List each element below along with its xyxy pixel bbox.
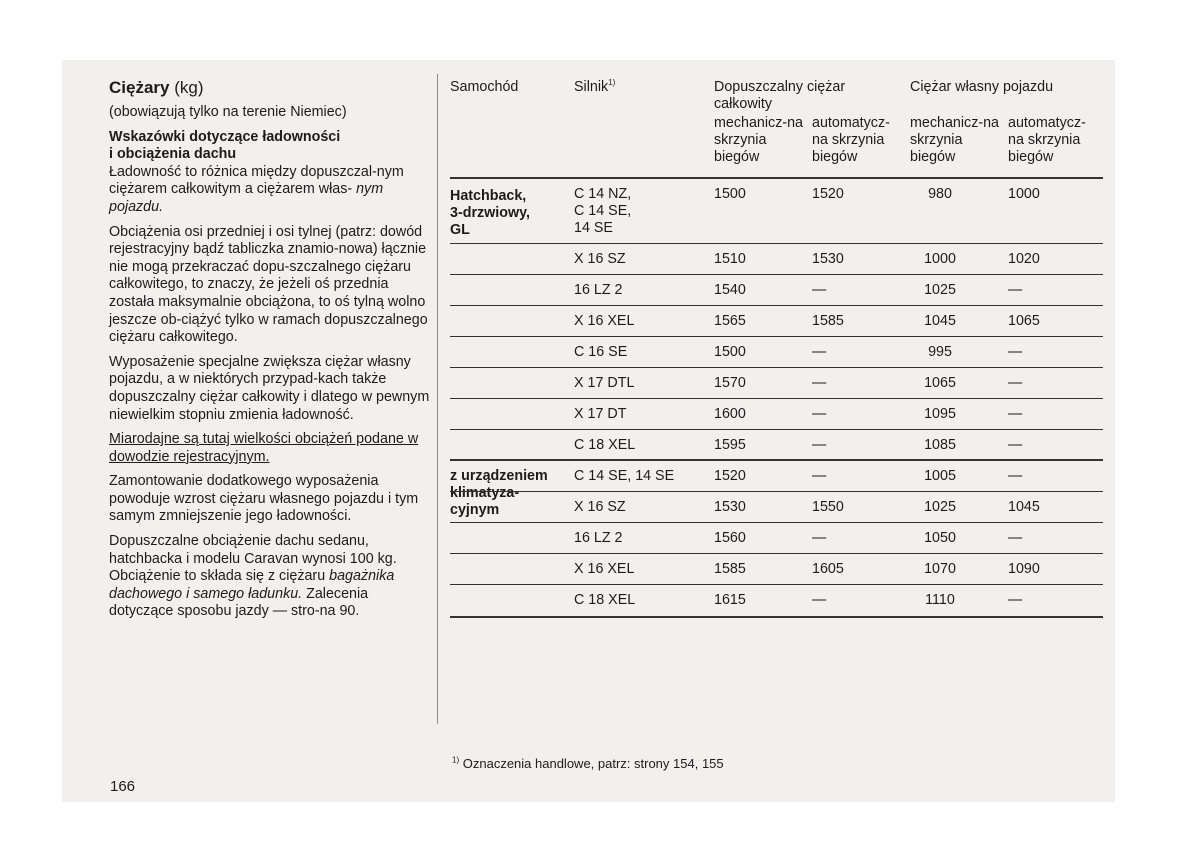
cell-engine: C 18 XEL	[574, 592, 636, 608]
cell-curb-automatic: —	[1008, 468, 1023, 484]
table-header	[450, 75, 1103, 173]
cell-gross-manual: 1510	[714, 251, 746, 267]
cell-curb-automatic: 1000	[1008, 186, 1040, 202]
cell-curb-manual: 1065	[924, 375, 956, 391]
table-row	[450, 244, 1103, 275]
group-hatchback	[450, 179, 1103, 461]
cell-gross-automatic: 1520	[812, 186, 844, 202]
table-row	[450, 179, 1103, 244]
cell-gross-manual: 1500	[714, 186, 746, 202]
cell-engine: C 14 SE, 14 SE	[574, 468, 675, 484]
cell-curb-manual: 995	[928, 344, 952, 360]
header-engine-footnote: 1)	[608, 78, 616, 88]
weights-table	[450, 75, 1103, 618]
header-curb-weight: Ciężar własny pojazdu	[910, 79, 1054, 95]
cell-engine: 16 LZ 2	[574, 282, 623, 298]
header-gross-automatic: automatycz-na skrzynia biegów	[812, 115, 890, 165]
table-row	[450, 368, 1103, 399]
section-title	[109, 78, 431, 98]
header-engine-text: Silnik	[574, 79, 609, 95]
table-row	[450, 337, 1103, 368]
cell-engine: C 16 SE	[574, 344, 628, 360]
roof-load-italic: bagażnika dachowego i samego ładunku.	[109, 568, 395, 602]
paragraph-additional-equipment: Zamontowanie dodatkowego wyposażenia powoduje wzrost ciężaru własnego pojazdu i tym samym zmniejszenie jego ładowności.	[109, 473, 419, 525]
cell-gross-automatic: —	[812, 375, 827, 391]
cell-curb-manual: 1000	[924, 251, 956, 267]
cell-curb-automatic: —	[1008, 592, 1023, 608]
header-gross-weight: Dopuszczalny ciężar całkowity	[714, 79, 846, 112]
cell-engine: X 17 DTL	[574, 375, 635, 391]
cell-curb-manual: 1095	[924, 406, 956, 422]
page-number: 166	[110, 778, 136, 795]
cell-gross-automatic: —	[812, 468, 827, 484]
cell-engine: 16 LZ 2	[574, 530, 623, 546]
footnote-marker: 1)	[452, 755, 460, 765]
cell-curb-manual: 1050	[924, 530, 956, 546]
cell-gross-manual: 1560	[714, 530, 746, 546]
cell-gross-automatic: 1530	[812, 251, 844, 267]
group-label-air-conditioning: z urządzeniem klimatyza- cyjnym	[450, 468, 548, 518]
paragraph-special-equipment: Wyposażenie specjalne zwiększa ciężar własny pojazdu, a w niektórych przypad-kach także dopuszczalny ciężar całkowity i dlatego w pewnym niewielkim stopniu zmienia ładowność.	[109, 353, 430, 423]
cell-gross-manual: 1540	[714, 282, 746, 298]
table-row	[450, 554, 1103, 585]
cell-curb-manual: 1070	[924, 561, 956, 577]
paragraph-payload-text: Ładowność to różnica między dopuszczal-nym ciężarem całkowitym a ciężarem włas-	[109, 163, 404, 198]
cell-gross-automatic: —	[812, 344, 827, 360]
cell-curb-manual: 1025	[924, 499, 956, 515]
cell-curb-automatic: 1020	[1008, 251, 1040, 267]
cell-gross-manual: 1615	[714, 592, 746, 608]
table-row	[450, 399, 1103, 430]
header-curb-automatic: automatycz-na skrzynia biegów	[1008, 115, 1086, 165]
cell-gross-manual: 1570	[714, 375, 746, 391]
cell-gross-manual: 1600	[714, 406, 746, 422]
cell-curb-manual: 1005	[924, 468, 956, 484]
title-unit: (kg)	[174, 78, 204, 97]
cell-curb-automatic: 1090	[1008, 561, 1040, 577]
table-row	[450, 461, 1103, 492]
cell-gross-automatic: 1550	[812, 499, 844, 515]
title-text: Ciężary	[109, 78, 170, 97]
table-row	[450, 492, 1103, 523]
cell-gross-manual: 1595	[714, 437, 746, 453]
cell-curb-manual: 1025	[924, 282, 956, 298]
table-row	[450, 306, 1103, 337]
validity-note: (obowiązują tylko na terenie Niemiec)	[109, 104, 347, 120]
cell-curb-automatic: —	[1008, 375, 1023, 391]
cell-curb-automatic: —	[1008, 406, 1023, 422]
left-column	[109, 78, 431, 628]
cell-engine: X 16 SZ	[574, 499, 626, 515]
cell-engine: C 14 NZ, C 14 SE, 14 SE	[574, 186, 632, 236]
header-engine	[574, 79, 615, 96]
cell-curb-manual: 1085	[924, 437, 956, 453]
column-divider	[437, 74, 438, 724]
header-car: Samochód	[450, 79, 519, 95]
cell-gross-automatic: —	[812, 530, 827, 546]
cell-gross-automatic: —	[812, 282, 827, 298]
cell-gross-manual: 1565	[714, 313, 746, 329]
cell-curb-automatic: 1045	[1008, 499, 1040, 515]
cell-curb-manual: 1045	[924, 313, 956, 329]
cell-curb-automatic: —	[1008, 344, 1023, 360]
header-gross-manual: mechanicz-na skrzynia biegów	[714, 115, 803, 165]
cell-gross-automatic: —	[812, 406, 827, 422]
paragraph-roof-load	[109, 533, 431, 621]
cell-gross-manual: 1530	[714, 499, 746, 515]
paragraph-payload-italic: nym pojazdu.	[109, 181, 384, 215]
cell-gross-automatic: 1605	[812, 561, 844, 577]
paragraph-axle-loads: Obciążenia osi przedniej i osi tylnej (patrz: dowód rejestracyjny bądź tabliczka znamio-nowa) łącznie nie mogą przekraczać dopu-szczalnego ciężaru całkowitego, to znaczy, że jeżeli oś przednia została maksymalnie obciążona, to oś tylną wolno jeszcze ob-ciążyć tylko w ramach dopuszczalnego ciężaru całkowitego.	[109, 223, 428, 346]
table-row	[450, 275, 1103, 306]
cell-gross-automatic: —	[812, 437, 827, 453]
paragraph-payload	[109, 164, 431, 217]
cell-engine: C 18 XEL	[574, 437, 636, 453]
cell-gross-manual: 1500	[714, 344, 746, 360]
footnote-text: Oznaczenia handlowe, patrz: strony 154, 155	[462, 756, 724, 771]
cell-curb-manual: 1110	[925, 592, 955, 608]
cell-engine: X 16 XEL	[574, 313, 635, 329]
table-row	[450, 430, 1103, 461]
cell-curb-manual: 980	[928, 186, 952, 202]
cell-gross-manual: 1520	[714, 468, 746, 484]
cell-curb-automatic: —	[1008, 530, 1023, 546]
cell-curb-automatic: 1065	[1008, 313, 1040, 329]
cell-gross-manual: 1585	[714, 561, 746, 577]
cell-curb-automatic: —	[1008, 437, 1023, 453]
cell-curb-automatic: —	[1008, 282, 1023, 298]
cell-engine: X 16 XEL	[574, 561, 635, 577]
table-row	[450, 523, 1103, 554]
cell-engine: X 17 DT	[574, 406, 627, 422]
cell-gross-automatic: —	[812, 592, 827, 608]
header-curb-manual: mechanicz-na skrzynia biegów	[910, 115, 999, 165]
roof-load-text: Dopuszczalne obciążenie dachu sedanu, hatchbacka i modelu Caravan wynosi 100 kg. Obciążenie to składa się z ciężaru	[109, 533, 397, 585]
cell-gross-automatic: 1585	[812, 313, 844, 329]
footnote	[452, 756, 724, 771]
table-row	[450, 585, 1103, 618]
group-label-hatchback: Hatchback, 3-drzwiowy, GL	[450, 188, 530, 238]
paragraph-registration: Miarodajne są tutaj wielkości obciążeń podane w dowodzie rejestracyjnym.	[109, 431, 419, 465]
roof-load-recommendation: Zalecenia dotyczące sposobu jazdy — stro-na 90.	[109, 585, 369, 620]
cell-engine: X 16 SZ	[574, 251, 626, 267]
subheading-line2: i obciążenia dachu	[109, 146, 237, 163]
group-air-conditioning	[450, 461, 1103, 618]
subheading-line1: Wskazówki dotyczące ładowności	[109, 128, 341, 145]
